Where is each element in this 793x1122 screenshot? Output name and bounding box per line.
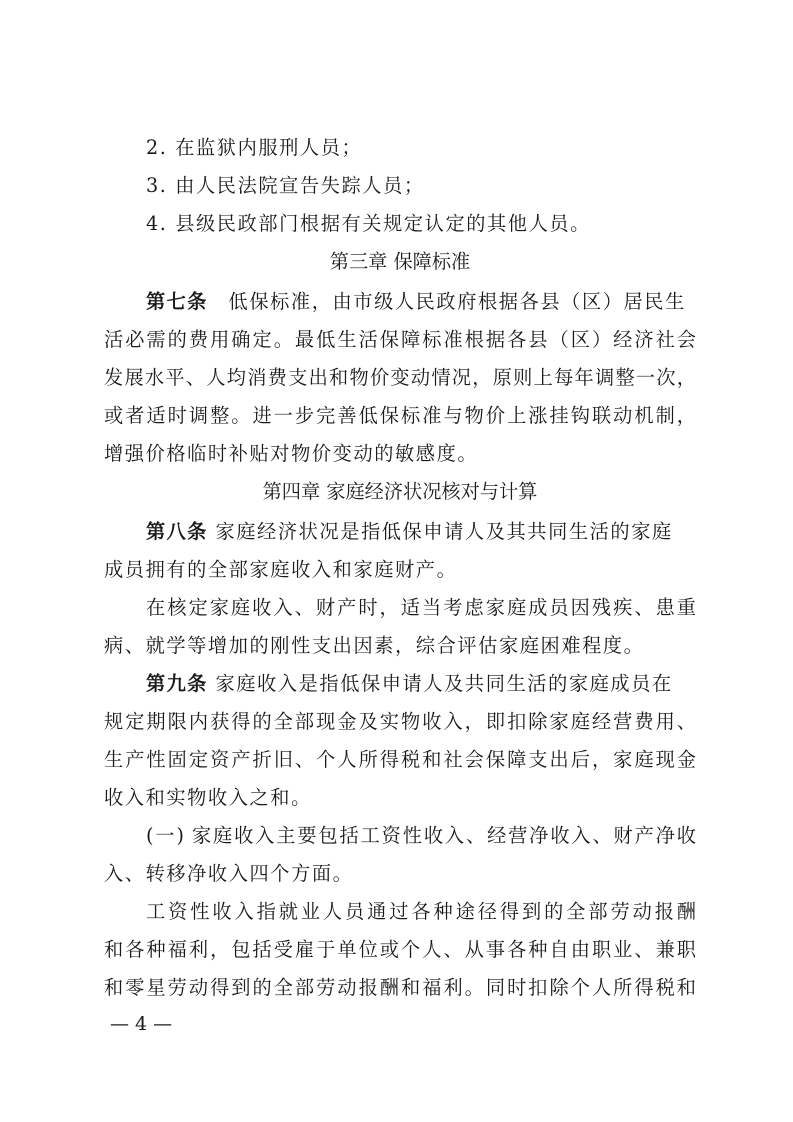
article-7-first-line [146,288,696,316]
article-8-label: 第八条 [146,520,208,543]
article-9-text: 家庭收入是指低保申请人及共同生活的家庭成员在 [207,672,673,695]
income-types-line-1: (一) 家庭收入主要包括工资性收入、经营净收入、财产净收 [146,824,696,847]
chapter-4-heading: 第四章 家庭经济状况核对与计算 [262,480,538,503]
article-9-first-line [146,670,696,698]
list-item-3: 3. 由人民法院宣告失踪人员； [146,174,425,197]
article-8-text: 家庭经济状况是指低保申请人及其共同生活的家庭 [207,520,673,543]
article-9-label: 第九条 [146,672,208,695]
assess-line-1: 在核定家庭收入、财产时，适当考虑家庭成员因残疾、患重 [146,596,696,619]
article-7-line-5: 增强价格临时补贴对物价变动的敏感度。 [104,442,479,465]
list-item-2: 2. 在监狱内服刑人员； [146,136,363,159]
wage-line-1: 工资性收入指就业人员通过各种途径得到的全部劳动报酬 [146,900,696,923]
article-8-first-line [146,518,696,546]
wage-line-2: 和各种福利，包括受雇于单位或个人、从事各种自由职业、兼职 [104,938,696,961]
article-7-line-3: 发展水平、人均消费支出和物价变动情况，原则上每年调整一次， [104,366,696,389]
wage-line-3: 和零星劳动得到的全部劳动报酬和福利。同时扣除个人所得税和 [104,976,696,999]
article-8-line-2: 成员拥有的全部家庭收入和家庭财产。 [104,558,458,581]
article-7-line-4: 或者适时调整。进一步完善低保标准与物价上涨挂钩联动机制， [104,404,696,427]
assess-line-2: 病、就学等增加的刚性支出因素，综合评估家庭困难程度。 [104,634,645,657]
list-item-4: 4. 县级民政部门根据有关规定认定的其他人员。 [146,212,591,235]
income-types-line-2: 入、转移净收入四个方面。 [104,862,354,885]
chapter-3-heading: 第三章 保障标准 [329,250,471,273]
article-7-line-2: 活必需的费用确定。最低生活保障标准根据各县（区）经济社会 [104,328,696,351]
article-9-line-2: 规定期限内获得的全部现金及实物收入，即扣除家庭经营费用、 [104,710,696,733]
article-9-line-3: 生产性固定资产折旧、个人所得税和社会保障支出后，家庭现金 [104,748,696,771]
page-number: — 4 — [110,1013,173,1035]
article-7-text: 低保标准，由市级人民政府根据各县（区）居民生 [207,290,686,313]
article-7-label: 第七条 [146,290,208,313]
article-9-line-4: 收入和实物收入之和。 [104,786,312,809]
